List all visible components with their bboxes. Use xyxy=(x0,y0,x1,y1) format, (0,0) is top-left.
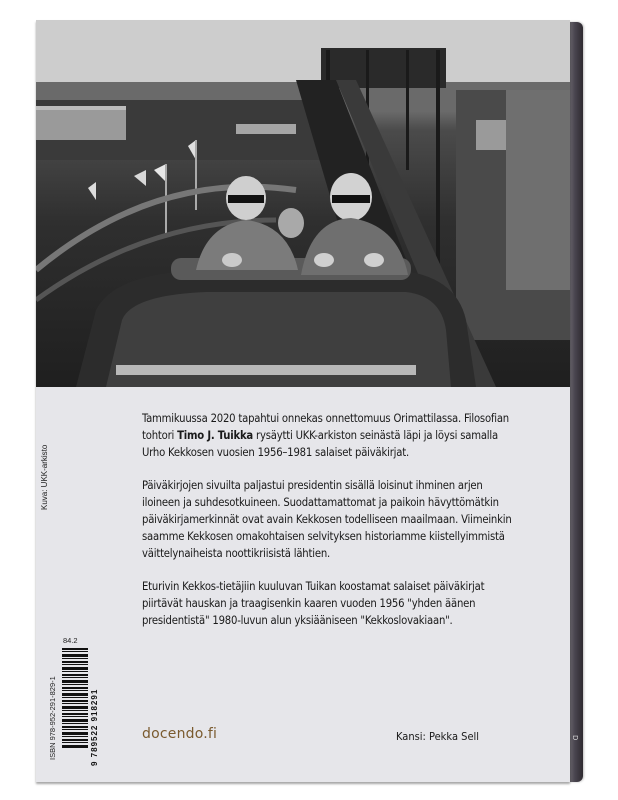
roller-coaster-photo-illustration xyxy=(36,20,570,387)
cover-photo xyxy=(36,20,570,387)
isbn-number: ISBN 978-952-291-829-1 xyxy=(48,676,57,760)
spine-label: D xyxy=(571,735,579,741)
blurb-paragraph-3: Eturivin Kekkos-tietäjiin kuuluvan Tuikan koostamat salaiset päiväkirjat piirtävät hauskan ja traagisenkin kaaren vuoden 1956 "yhden äänen presidentistä" 1980-luvun alun yksiääniseen "Kekkoslovakiaan". xyxy=(142,580,485,627)
book-back-cover xyxy=(36,20,582,782)
blurb-text: rysäytti UKK-arkiston seinästä läpi ja löysi samalla Urho Kekkosen vuosien 1956–1981 salaiset päiväkirjat. xyxy=(142,429,498,459)
barcode-digits: 9 789522 918291 xyxy=(90,688,99,766)
back-cover-blurb xyxy=(142,410,522,645)
blurb-text: Tammikuussa 2020 tapahtui onnekas onnettomuus Orimattilassa. Filosofian tohtori xyxy=(142,412,509,442)
blurb-paragraph-2: Päiväkirjojen sivuilta paljastui presidentin sisällä loisinut ihminen arjen iloineen ja suhdesotkuineen. Suodattamattomat ja paikoin hävyttömätkin päiväkirjamerkinnät ovat avain Kekkosen todelliseen maailmaan. Viimeinkin saamme Kekkosen omakohtaisen selvityksen historiamme kiistellyimmistä väittelynaiheista noottikriisistä lähtien. xyxy=(142,479,512,560)
publisher-website: docendo.fi xyxy=(142,726,218,742)
isbn-barcode-block xyxy=(48,636,98,766)
blurb-paragraph-1 xyxy=(142,410,522,461)
cover-panel xyxy=(36,20,570,782)
cover-designer-credit: Kansi: Pekka Sell xyxy=(396,730,480,743)
book-spine xyxy=(569,22,583,782)
price-code: 84.2 xyxy=(63,636,78,645)
barcode-icon xyxy=(62,648,88,748)
photo-credit: Kuva: UKK-arkisto xyxy=(40,444,49,510)
author-name: Timo J. Tuikka xyxy=(177,429,254,442)
